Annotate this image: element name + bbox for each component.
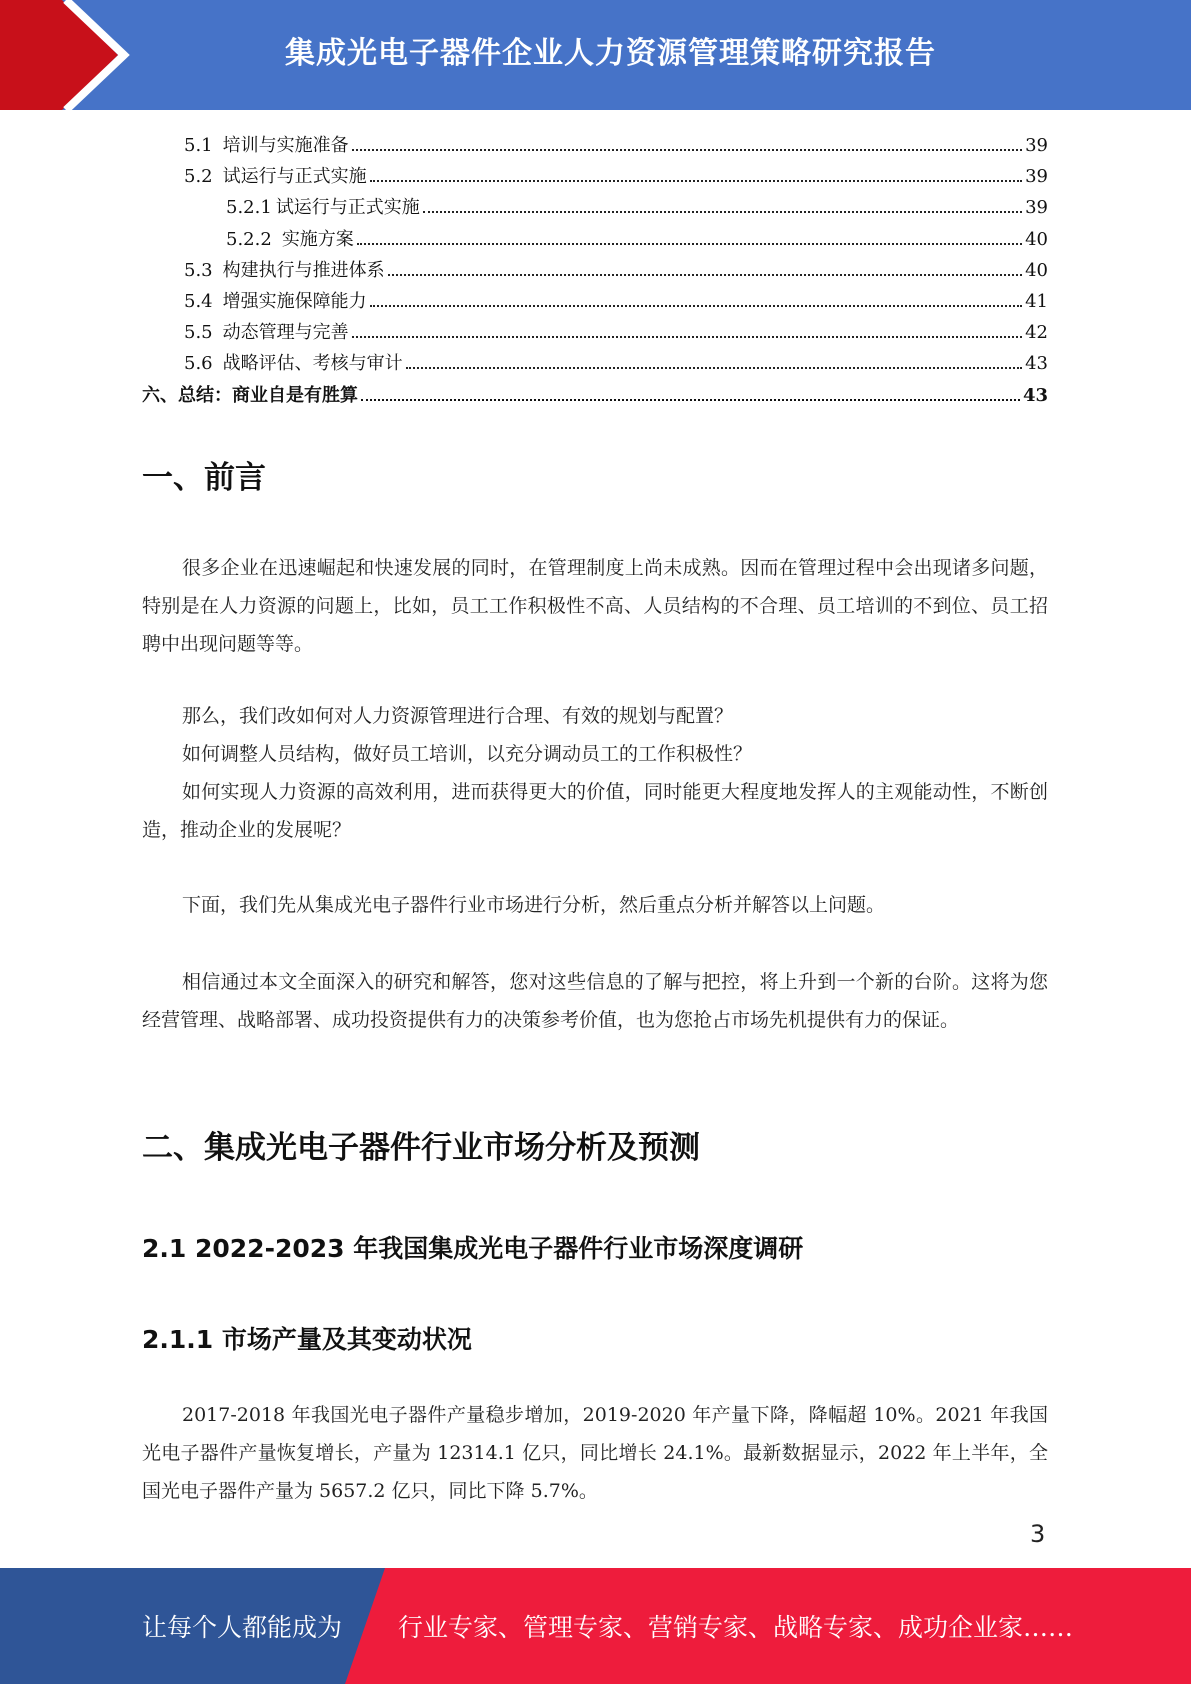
table-of-contents (142, 130, 1048, 411)
toc-entry-label: 试运行与正式实施 (275, 197, 420, 219)
section-heading-preface: 一、前言 (142, 460, 266, 496)
toc-entry-page: 40 (1025, 228, 1048, 250)
toc-entry-label: 战略评估、考核与审计 (222, 353, 403, 375)
toc-entry-page: 39 (1025, 135, 1048, 156)
toc-entry-label: 培训与实施准备 (222, 135, 349, 156)
toc-entry[interactable] (142, 255, 1048, 286)
toc-dot-leader (388, 273, 1022, 276)
toc-entry-number: 5.3 (184, 259, 213, 281)
footer-slogan-right: 行业专家、管理专家、营销专家、战略专家、成功企业家…… (398, 1613, 1074, 1642)
page-footer (0, 1568, 1191, 1684)
body-paragraph: 相信通过本文全面深入的研究和解答，您对这些信息的了解与把控，将上升到一个新的台阶。这将为您经营管理、战略部署、成功投资提供有力的决策参考价值，也为您抢占市场先机提供有力的保证。 (142, 971, 1048, 1031)
toc-entry-number: 5.1 (184, 135, 213, 156)
toc-dot-leader (357, 242, 1022, 245)
toc-entry-number: 5.2.2 (226, 228, 272, 250)
toc-entry-page: 42 (1025, 322, 1048, 344)
toc-dot-leader (352, 335, 1022, 338)
toc-entry-number: 5.2.1 (226, 197, 272, 219)
subsection-heading: 2.1.1 市场产量及其变动状况 (142, 1325, 472, 1354)
toc-entry-label: 构建执行与推进体系 (222, 259, 385, 281)
toc-dot-leader (370, 179, 1022, 182)
toc-entry-number: 5.2 (184, 166, 213, 188)
toc-entry-page: 43 (1022, 384, 1048, 406)
toc-entry-label: 总结：商业自是有胜算 (178, 384, 358, 406)
toc-dot-leader (423, 210, 1022, 213)
body-paragraph: 很多企业在迅速崛起和快速发展的同时，在管理制度上尚未成熟。因而在管理过程中会出现诸多问题，特别是在人力资源的问题上，比如，员工工作积极性不高、人员结构的不合理、员工培训的不到位、员工招聘中出现问题等等。 (142, 557, 1048, 655)
section-heading-market-analysis: 二、集成光电子器件行业市场分析及预测 (142, 1130, 700, 1166)
body-paragraph: 下面，我们先从集成光电子器件行业市场进行分析，然后重点分析并解答以上问题。 (182, 894, 886, 916)
body-paragraph: 那么，我们改如何对人力资源管理进行合理、有效的规划与配置？ (182, 705, 734, 727)
toc-entry-number: 5.4 (184, 290, 213, 312)
toc-entry-page: 39 (1025, 166, 1048, 188)
page-header (0, 0, 1191, 110)
toc-entry-label: 实施方案 (281, 228, 354, 250)
body-paragraph: 2017-2018 年我国光电子器件产量稳步增加，2019-2020 年产量下降，降幅超 10%。2021 年我国光电子器件产量恢复增长，产量为 12314.1 亿只，同比增长 24.1%。最新数据显示，2022 年上半年，全国光电子器件产量为 5657.2 亿只，同比下降 5.7%。 (142, 1404, 1048, 1502)
toc-entry-chapter[interactable] (142, 380, 1048, 411)
report-title: 集成光电子器件企业人力资源管理策略研究报告 (285, 36, 936, 71)
toc-entry-page: 40 (1025, 259, 1048, 281)
toc-entry[interactable] (142, 286, 1048, 317)
toc-entry-label: 试运行与正式实施 (222, 166, 367, 188)
toc-dot-leader (361, 398, 1020, 401)
toc-dot-leader (370, 304, 1022, 307)
body-paragraph: 如何调整人员结构，做好员工培训，以充分调动员工的工作积极性？ (182, 743, 753, 765)
page-number: 3 (1030, 1520, 1046, 1548)
toc-entry-label: 动态管理与完善 (222, 322, 349, 344)
toc-entry-label: 增强实施保障能力 (222, 290, 367, 312)
toc-entry[interactable] (142, 348, 1048, 379)
toc-entry[interactable] (142, 161, 1048, 192)
subsection-heading: 2.1 2022-2023 年我国集成光电子器件行业市场深度调研 (142, 1234, 804, 1263)
toc-dot-leader (352, 148, 1022, 151)
toc-entry-number: 5.5 (184, 322, 213, 344)
footer-slogan-left: 让每个人都能成为 (142, 1613, 343, 1642)
toc-entry[interactable] (142, 317, 1048, 348)
toc-entry[interactable] (142, 192, 1048, 223)
toc-entry-number: 5.6 (184, 353, 213, 375)
toc-entry[interactable] (142, 130, 1048, 161)
toc-entry-number: 六、 (142, 384, 178, 406)
body-paragraph: 如何实现人力资源的高效利用，进而获得更大的价值，同时能更大程度地发挥人的主观能动性，不断创造，推动企业的发展呢？ (142, 781, 1048, 841)
toc-entry-page: 41 (1025, 290, 1048, 312)
toc-entry-page: 39 (1025, 197, 1048, 219)
toc-entry-page: 43 (1025, 353, 1048, 375)
toc-entry[interactable] (142, 224, 1048, 255)
toc-dot-leader (406, 366, 1022, 369)
